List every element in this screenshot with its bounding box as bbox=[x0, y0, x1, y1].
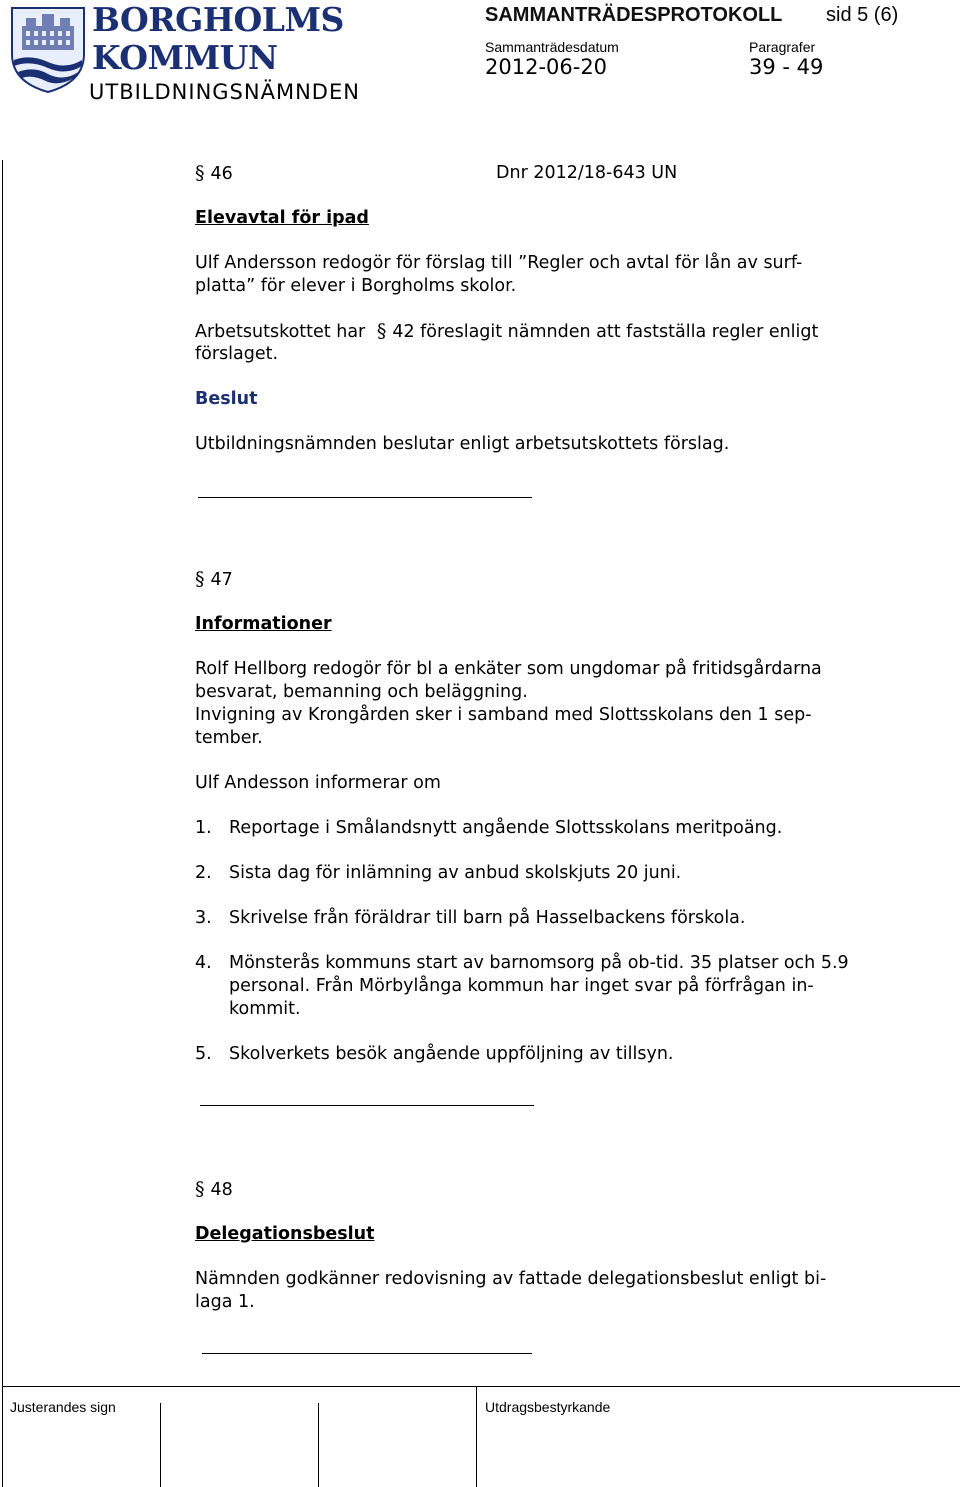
paragraphs-range: 39 - 49 bbox=[749, 55, 824, 79]
org-name-line1: BORGHOLMS bbox=[92, 0, 344, 39]
department-name: UTBILDNINGSNÄMNDEN bbox=[89, 80, 360, 104]
diary-number: Dnr 2012/18-643 UN bbox=[496, 163, 678, 183]
paragraph-line: Invigning av Krongården sker i samband med Slottsskolans den 1 sep- bbox=[195, 705, 812, 725]
section-separator bbox=[198, 497, 532, 498]
section-symbol: § bbox=[376, 320, 387, 342]
section-47-heading bbox=[195, 568, 233, 592]
section-46-title: Elevavtal för ipad bbox=[195, 208, 369, 228]
paragraph-line: Nämnden godkänner redovisning av fattade delegationsbeslut enligt bi- bbox=[195, 1269, 827, 1289]
signature-label: Justerandes sign bbox=[10, 1399, 116, 1415]
paragraph-line bbox=[195, 320, 818, 344]
list-item: Mönsterås kommuns start av barnomsorg på ob-tid. 35 platser och 5.9 bbox=[229, 953, 849, 973]
signature-box-divider bbox=[160, 1403, 161, 1487]
paragraph-line: Ulf Andersson redogör för förslag till ”Regler och avtal för lån av surf- bbox=[195, 253, 803, 273]
decision-heading: Beslut bbox=[195, 389, 258, 409]
section-number: 46 bbox=[210, 164, 233, 184]
meeting-date: 2012-06-20 bbox=[485, 55, 608, 79]
signature-box-divider bbox=[476, 1386, 477, 1487]
paragraph-line: Rolf Hellborg redogör för bl a enkäter som ungdomar på fritidsgårdarna bbox=[195, 659, 822, 679]
list-item: kommit. bbox=[229, 999, 301, 1019]
list-item: personal. Från Mörbylånga kommun har inget svar på förfrågan in- bbox=[229, 976, 814, 996]
paragraph-line: tember. bbox=[195, 728, 263, 748]
list-item-number: 5. bbox=[195, 1044, 212, 1064]
page-number: sid 5 (6) bbox=[826, 4, 899, 26]
paragraphs-label: Paragrafer bbox=[749, 39, 816, 55]
paragraph-text: Arbetsutskottet har bbox=[195, 322, 366, 342]
paragraph-line: besvarat, bemanning och beläggning. bbox=[195, 682, 528, 702]
section-48-heading bbox=[195, 1178, 233, 1202]
extract-certification-label: Utdragsbestyrkande bbox=[485, 1399, 611, 1415]
list-item-number: 2. bbox=[195, 863, 212, 883]
list-item-number: 3. bbox=[195, 908, 212, 928]
section-number: 48 bbox=[210, 1180, 233, 1200]
section-47-title: Informationer bbox=[195, 614, 332, 634]
section-number: 47 bbox=[210, 570, 233, 590]
footer-border bbox=[2, 1386, 960, 1387]
paragraph-text: 42 föreslagit nämnden att fastställa regler enligt bbox=[392, 322, 819, 342]
document-type: SAMMANTRÄDESPROTOKOLL bbox=[485, 4, 783, 26]
list-item: Reportage i Smålandsnytt angående Slottsskolans meritpoäng. bbox=[229, 818, 783, 838]
decision-text: Utbildningsnämnden beslutar enligt arbetsutskottets förslag. bbox=[195, 434, 730, 454]
signature-box-divider bbox=[318, 1403, 319, 1487]
paragraph-line: Ulf Andesson informerar om bbox=[195, 773, 441, 793]
margin-line bbox=[2, 160, 3, 1487]
section-48-title: Delegationsbeslut bbox=[195, 1224, 375, 1244]
section-symbol: § bbox=[195, 568, 205, 590]
borgholm-logo-icon bbox=[8, 4, 88, 94]
section-separator bbox=[200, 1105, 534, 1106]
meeting-date-label: Sammanträdesdatum bbox=[485, 39, 619, 55]
section-46-heading bbox=[195, 162, 233, 186]
list-item-number: 4. bbox=[195, 953, 212, 973]
section-symbol: § bbox=[195, 1178, 205, 1200]
paragraph-line: platta” för elever i Borgholms skolor. bbox=[195, 276, 517, 296]
list-item: Sista dag för inlämning av anbud skolskjuts 20 juni. bbox=[229, 863, 682, 883]
section-separator bbox=[202, 1353, 532, 1354]
list-item-number: 1. bbox=[195, 818, 212, 838]
org-name-line2: KOMMUN bbox=[92, 38, 278, 77]
paragraph-line: förslaget. bbox=[195, 344, 279, 364]
section-symbol: § bbox=[195, 162, 205, 184]
list-item: Skrivelse från föräldrar till barn på Hasselbackens förskola. bbox=[229, 908, 746, 928]
list-item: Skolverkets besök angående uppföljning av tillsyn. bbox=[229, 1044, 674, 1064]
paragraph-line: laga 1. bbox=[195, 1292, 255, 1312]
